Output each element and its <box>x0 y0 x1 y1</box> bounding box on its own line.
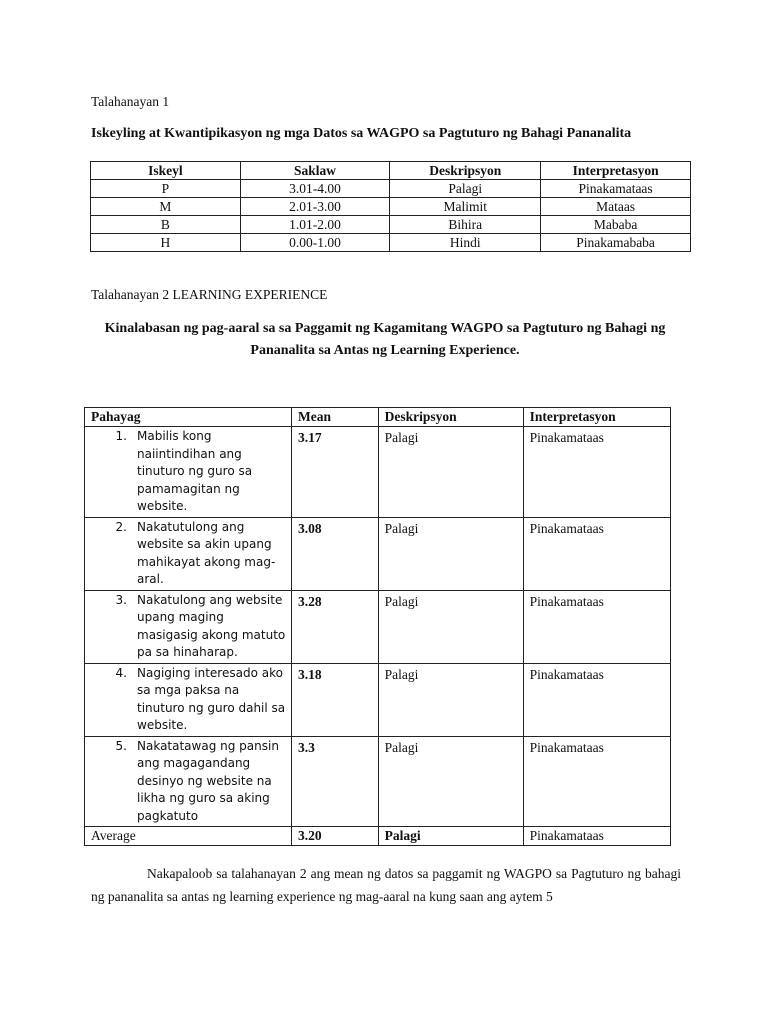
cell-mean: 3.18 <box>292 663 379 736</box>
cell-deskripsyon: Palagi <box>390 180 541 198</box>
cell-deskripsyon: Palagi <box>378 590 523 663</box>
average-deskripsyon: Palagi <box>378 827 523 846</box>
cell-mean: 3.08 <box>292 517 379 590</box>
table2-caption: Talahanayan 2 LEARNING EXPERIENCE <box>91 287 328 302</box>
cell-deskripsyon: Bihira <box>390 216 541 234</box>
cell-pahayag <box>85 736 292 827</box>
table2-title: Kinalabasan ng pag-aaral sa sa Paggamit ng Kagamitang WAGPO sa Pagtuturo ng Bahagi ng Pananalita sa Antas ng Learning Experience. <box>104 321 666 358</box>
table-row <box>91 180 691 198</box>
cell-interpretasyon: Pinakamataas <box>523 427 670 518</box>
table-row <box>91 234 691 252</box>
cell-deskripsyon: Palagi <box>378 427 523 518</box>
cell-deskripsyon: Palagi <box>378 517 523 590</box>
table-row <box>91 198 691 216</box>
average-row <box>85 827 671 846</box>
average-label: Average <box>85 827 292 846</box>
item-statement: Nakatatawag ng pansin ang magagandang desinyo ng website na likha ng guro sa aking pagkatuto <box>137 738 279 823</box>
cell-interpretasyon: Pinakamababa <box>541 234 691 252</box>
header-interpretasyon: Interpretasyon <box>541 162 691 180</box>
cell-interpretasyon: Mababa <box>541 216 691 234</box>
cell-pahayag <box>85 590 292 663</box>
item-number: 2. <box>115 519 127 534</box>
item-number: 3. <box>115 592 127 607</box>
item-statement: Nakatutulong ang website sa akin upang mahikayat akong mag-aral. <box>137 519 276 586</box>
item-statement: Nagiging interesado ako sa mga paksa na tinuturo ng guro dahil sa website. <box>137 665 286 732</box>
table-header-row <box>85 408 671 427</box>
table-row <box>85 427 671 518</box>
cell-deskripsyon: Malimit <box>390 198 541 216</box>
cell-interpretasyon: Pinakamataas <box>523 517 670 590</box>
cell-interpretasyon: Pinakamataas <box>523 736 670 827</box>
body-paragraph <box>91 862 681 908</box>
cell-iskeyl: B <box>91 216 241 234</box>
cell-saklaw: 2.01-3.00 <box>240 198 390 216</box>
table-row <box>85 663 671 736</box>
cell-pahayag <box>85 517 292 590</box>
header-deskripsyon: Deskripsyon <box>390 162 541 180</box>
cell-interpretasyon: Pinakamataas <box>523 590 670 663</box>
header-iskeyl: Iskeyl <box>91 162 241 180</box>
cell-deskripsyon: Hindi <box>390 234 541 252</box>
header-interpretasyon: Interpretasyon <box>523 408 670 427</box>
table1-title: Iskeyling at Kwantipikasyon ng mga Datos sa WAGPO sa Pagtuturo ng Bahagi Pananalita <box>91 126 632 141</box>
item-statement: Mabilis kong naiintindihan ang tinuturo ng guro sa pamamagitan ng website. <box>137 429 253 513</box>
cell-mean: 3.3 <box>292 736 379 827</box>
table-row <box>85 736 671 827</box>
cell-iskeyl: P <box>91 180 241 198</box>
header-pahayag: Pahayag <box>85 408 292 427</box>
cell-interpretasyon: Mataas <box>541 198 691 216</box>
table-header-row <box>91 162 691 180</box>
cell-saklaw: 0.00-1.00 <box>240 234 390 252</box>
average-mean: 3.20 <box>292 827 379 846</box>
cell-mean: 3.17 <box>292 427 379 518</box>
cell-saklaw: 3.01-4.00 <box>240 180 390 198</box>
cell-interpretasyon: Pinakamataas <box>541 180 691 198</box>
header-deskripsyon: Deskripsyon <box>378 408 523 427</box>
cell-pahayag <box>85 663 292 736</box>
cell-deskripsyon: Palagi <box>378 663 523 736</box>
cell-saklaw: 1.01-2.00 <box>240 216 390 234</box>
cell-interpretasyon: Pinakamataas <box>523 663 670 736</box>
cell-pahayag <box>85 427 292 518</box>
learning-experience-table <box>84 407 671 846</box>
table-row <box>85 590 671 663</box>
cell-iskeyl: M <box>91 198 241 216</box>
header-saklaw: Saklaw <box>240 162 390 180</box>
table-row <box>91 216 691 234</box>
average-interpretasyon: Pinakamataas <box>523 827 670 846</box>
item-number: 1. <box>115 429 127 443</box>
cell-deskripsyon: Palagi <box>378 736 523 827</box>
header-mean: Mean <box>292 408 379 427</box>
table1-caption: Talahanayan 1 <box>91 94 170 109</box>
item-statement: Nakatulong ang website upang maging masigasig akong matuto pa sa hinaharap. <box>137 592 286 659</box>
scaling-table <box>90 161 691 252</box>
table-row <box>85 517 671 590</box>
cell-iskeyl: H <box>91 234 241 252</box>
paragraph-text: Nakapaloob sa talahanayan 2 ang mean ng datos sa paggamit ng WAGPO sa Pagtuturo ng bahagi ng pananalita sa antas ng learning experience ng mag-aaral na kung saan ang aytem 5 <box>91 866 681 904</box>
item-number: 5. <box>115 738 127 753</box>
item-number: 4. <box>115 665 127 680</box>
cell-mean: 3.28 <box>292 590 379 663</box>
